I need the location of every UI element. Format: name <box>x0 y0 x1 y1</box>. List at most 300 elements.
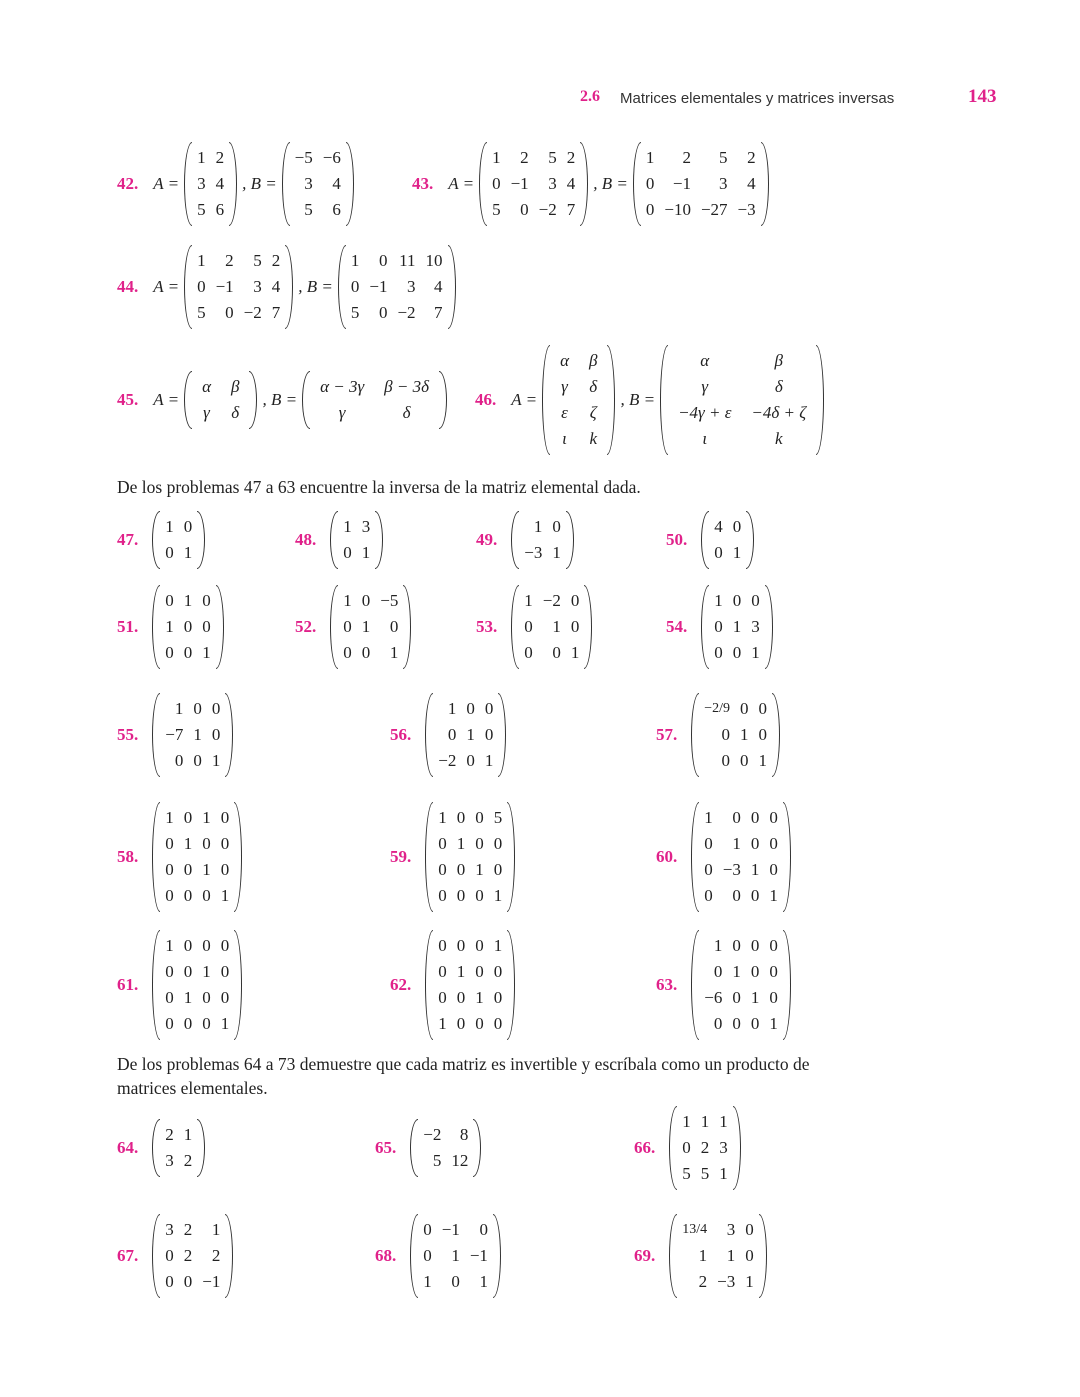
matrix-row <box>310 374 439 400</box>
problem <box>117 245 458 329</box>
matrix-row <box>433 748 498 774</box>
matrix <box>660 345 824 455</box>
matrix-entry: −6 <box>704 988 723 1007</box>
matrix-entry: 0 <box>183 808 193 827</box>
problem-number: 47. <box>117 530 139 549</box>
matrix-entry: −1 <box>369 277 388 296</box>
matrix-entry: −1 <box>672 174 691 193</box>
matrix-entry: γ <box>203 403 210 422</box>
matrix-entry: 0 <box>750 808 760 827</box>
problem <box>117 1214 235 1298</box>
matrix-label: , B = <box>298 277 333 296</box>
matrix-entry: 0 <box>378 303 388 322</box>
instructions-47-63: De los problemas 47 a 63 encuentre la inversa de la matriz elemental dada. <box>117 477 641 497</box>
matrix-row <box>677 1217 758 1243</box>
matrix-row <box>487 145 580 171</box>
matrix-entry: 1 <box>423 1272 432 1291</box>
matrix-row <box>677 1269 758 1295</box>
matrix-grid <box>709 588 765 666</box>
matrix <box>425 802 515 912</box>
matrix-entry: 1 <box>492 148 501 167</box>
matrix-grid <box>160 696 225 774</box>
matrix-entry: 1 <box>447 699 457 718</box>
matrix <box>633 142 769 226</box>
matrix-entry: 0 <box>475 886 484 905</box>
matrix-entry: 1 <box>202 643 211 662</box>
matrix-row <box>519 588 584 614</box>
matrix-row <box>433 857 507 883</box>
matrix-row <box>677 1243 758 1269</box>
matrix-grid <box>418 1217 493 1295</box>
matrix <box>282 142 354 226</box>
matrix-entry: 0 <box>183 517 193 536</box>
matrix-entry: 0 <box>758 725 768 744</box>
matrix-entry: 0 <box>732 517 742 536</box>
matrix-entry: 0 <box>492 174 501 193</box>
matrix-entry: 2 <box>698 1272 708 1291</box>
problem <box>656 802 793 912</box>
matrix-entry: 0 <box>740 751 749 770</box>
matrix <box>410 1119 481 1177</box>
matrix-row <box>699 748 772 774</box>
matrix <box>511 511 574 569</box>
matrix-entry: 3 <box>548 174 557 193</box>
matrix-grid <box>433 696 498 774</box>
matrix-entry: 1 <box>456 962 466 981</box>
problem-number: 46. <box>475 390 497 409</box>
matrix-entry: 0 <box>769 962 778 981</box>
matrix-entry: 0 <box>423 1220 432 1239</box>
matrix <box>691 930 791 1040</box>
matrix <box>184 142 237 226</box>
matrix-entry: 1 <box>220 1014 230 1033</box>
matrix-entry: 0 <box>438 988 447 1007</box>
problem <box>117 511 207 569</box>
matrix-grid <box>677 1217 758 1295</box>
matrix-entry: 0 <box>552 517 561 536</box>
problem-number: 59. <box>390 847 412 866</box>
matrix-entry: 0 <box>183 617 193 636</box>
matrix <box>302 371 447 429</box>
matrix-row <box>338 540 375 566</box>
matrix <box>152 802 242 912</box>
matrix-entry: 0 <box>456 808 466 827</box>
problem-number: 58. <box>117 847 139 866</box>
matrix-entry: −6 <box>322 148 341 167</box>
page-number: 143 <box>968 86 997 107</box>
matrix-entry: 1 <box>533 517 543 536</box>
matrix-entry: 3 <box>165 1151 174 1170</box>
matrix-row <box>290 171 346 197</box>
matrix-entry: 0 <box>745 1246 754 1265</box>
matrix-entry: 1 <box>350 251 360 270</box>
matrix-row <box>160 959 234 985</box>
matrix-entry: 3 <box>304 174 313 193</box>
section-number: 2.6 <box>580 88 600 105</box>
matrix-entry: 0 <box>714 543 723 562</box>
matrix-row <box>699 1011 783 1037</box>
matrix-entry: 1 <box>438 808 447 827</box>
matrix-entry: 11 <box>399 251 416 270</box>
matrix-grid <box>699 933 783 1037</box>
matrix-entry: 1 <box>475 860 484 879</box>
matrix-entry: δ <box>774 377 783 396</box>
matrix-entry: 1 <box>726 1246 736 1265</box>
matrix-row <box>433 959 507 985</box>
matrix-entry: 1 <box>183 834 193 853</box>
matrix-entry: 0 <box>202 617 211 636</box>
matrix-entry: 1 <box>361 543 371 562</box>
matrix-grid <box>677 1109 733 1187</box>
matrix-entry: 0 <box>732 808 741 827</box>
matrix-entry: 1 <box>740 725 749 744</box>
matrix-entry: 1 <box>682 1112 691 1131</box>
problem <box>117 693 235 777</box>
matrix-entry: −7 <box>165 725 184 744</box>
matrix-grid <box>487 145 580 223</box>
matrix-entry: 10 <box>425 251 443 270</box>
matrix-row <box>699 933 783 959</box>
problem <box>390 930 517 1040</box>
matrix-row <box>160 696 225 722</box>
matrix-entry: 7 <box>271 303 281 322</box>
matrix-entry: 0 <box>750 962 760 981</box>
matrix-row <box>550 400 607 426</box>
matrix-entry: −1 <box>441 1220 460 1239</box>
matrix-entry: β − 3δ <box>384 377 430 396</box>
matrix-entry: 0 <box>456 1014 466 1033</box>
matrix-entry: 0 <box>456 886 466 905</box>
matrix-entry: α <box>202 377 211 396</box>
matrix-entry: 0 <box>220 860 230 879</box>
matrix-entry: 1 <box>165 808 174 827</box>
matrix-entry: 3 <box>253 277 262 296</box>
matrix-entry: 0 <box>493 962 503 981</box>
matrix-label: A = <box>153 174 180 193</box>
matrix-entry: δ <box>589 377 598 396</box>
matrix-grid <box>290 145 346 223</box>
matrix-entry: 0 <box>552 643 561 662</box>
matrix-row <box>433 696 498 722</box>
problem-number: 50. <box>666 530 688 549</box>
matrix-entry: 0 <box>475 808 484 827</box>
matrix-row <box>160 831 234 857</box>
matrix-entry: 1 <box>745 1272 754 1291</box>
matrix-entry: −5 <box>294 148 313 167</box>
matrix-grid <box>160 805 234 909</box>
matrix-entry: 1 <box>211 751 221 770</box>
matrix-row <box>709 640 765 666</box>
matrix-grid <box>346 248 448 326</box>
matrix-row <box>192 171 229 197</box>
matrix-entry: 3 <box>751 617 760 636</box>
matrix-entry: 4 <box>215 174 225 193</box>
matrix <box>691 693 780 777</box>
matrix-entry: 1 <box>202 808 211 827</box>
matrix-row <box>709 588 765 614</box>
matrix-entry: 3 <box>197 174 206 193</box>
matrix-entry: 1 <box>165 617 174 636</box>
matrix-row <box>160 1243 225 1269</box>
matrix-entry: 0 <box>225 303 234 322</box>
matrix-row <box>192 274 285 300</box>
matrix-entry: ι <box>702 429 708 448</box>
problem-number: 49. <box>476 530 498 549</box>
matrix-entry: 0 <box>456 988 466 1007</box>
matrix-entry: ζ <box>589 403 597 422</box>
matrix-row <box>433 1011 507 1037</box>
matrix-entry: −3 <box>722 860 741 879</box>
matrix-grid <box>433 933 507 1037</box>
matrix-entry: 2 <box>520 148 529 167</box>
matrix-entry: 5 <box>350 303 360 322</box>
matrix-row <box>433 805 507 831</box>
matrix-label: , B = <box>593 174 628 193</box>
matrix-entry: 5 <box>548 148 557 167</box>
matrix-grid <box>550 348 607 452</box>
matrix-entry: 5 <box>719 148 728 167</box>
problem <box>476 585 594 669</box>
matrix-entry: 0 <box>721 725 731 744</box>
matrix-row <box>641 171 761 197</box>
matrix-entry: 0 <box>456 936 466 955</box>
problem-number: 52. <box>295 617 317 636</box>
matrix-entry: 0 <box>750 834 760 853</box>
problem-number: 62. <box>390 975 412 994</box>
matrix-entry: 0 <box>704 886 713 905</box>
matrix-entry: 0 <box>350 277 360 296</box>
problem-number: 48. <box>295 530 317 549</box>
matrix-entry: γ <box>561 377 568 396</box>
matrix-grid <box>709 514 746 566</box>
matrix-grid <box>310 374 439 426</box>
matrix-entry: α <box>560 351 569 370</box>
matrix-label: , B = <box>262 390 298 409</box>
matrix-entry: γ <box>338 403 346 422</box>
matrix-grid <box>418 1122 473 1174</box>
matrix-row <box>290 145 346 171</box>
matrix-row <box>699 831 783 857</box>
matrix-entry: −2 <box>542 591 561 610</box>
matrix-row <box>338 614 403 640</box>
matrix-entry: 0 <box>438 886 447 905</box>
problem <box>375 1214 503 1298</box>
matrix-entry: 1 <box>174 699 184 718</box>
matrix-row <box>668 426 816 452</box>
matrix-entry: 1 <box>183 543 193 562</box>
matrix-entry: 1 <box>165 936 174 955</box>
problem <box>656 930 793 1040</box>
matrix-entry: 3 <box>361 517 371 536</box>
matrix-entry: 2 <box>682 148 691 167</box>
matrix-entry: 1 <box>451 1246 460 1265</box>
problem-number: 54. <box>666 617 688 636</box>
problem-number: 61. <box>117 975 139 994</box>
problem-number: 60. <box>656 847 678 866</box>
problem-number: 63. <box>656 975 678 994</box>
matrix-grid <box>699 805 783 909</box>
matrix-row <box>699 959 783 985</box>
matrix-entry: 0 <box>479 1220 488 1239</box>
matrix-row <box>519 540 566 566</box>
matrix-grid <box>338 588 403 666</box>
problem <box>412 142 771 226</box>
matrix-row <box>699 857 783 883</box>
matrix-entry: 1 <box>552 617 561 636</box>
matrix-entry: 0 <box>202 591 211 610</box>
matrix-row <box>709 540 746 566</box>
problem <box>295 511 385 569</box>
matrix-entry: −2 <box>538 200 557 219</box>
matrix-row <box>192 145 229 171</box>
matrix-row <box>192 400 249 426</box>
matrix-entry: 7 <box>434 303 443 322</box>
matrix-row <box>160 722 225 748</box>
matrix-entry: 0 <box>714 617 723 636</box>
matrix-entry: 0 <box>456 860 466 879</box>
matrix-entry: 0 <box>758 699 768 718</box>
matrix-entry: 5 <box>197 303 206 322</box>
matrix-entry: 0 <box>202 936 211 955</box>
matrix-entry: 5 <box>682 1164 691 1183</box>
matrix-entry: 0 <box>165 860 174 879</box>
matrix-entry: 1 <box>343 591 352 610</box>
matrix-entry: 0 <box>750 1014 760 1033</box>
matrix-row <box>550 348 607 374</box>
matrix <box>152 1119 205 1177</box>
matrix-grid <box>160 514 197 566</box>
matrix-entry: 3 <box>165 1220 174 1239</box>
problem <box>666 511 756 569</box>
matrix-entry: 1 <box>193 725 202 744</box>
matrix-entry: 2 <box>165 1125 174 1144</box>
matrix-row <box>192 248 285 274</box>
matrix-entry: 4 <box>747 174 756 193</box>
problem <box>375 1119 483 1177</box>
problem <box>634 1106 743 1190</box>
matrix-entry: 1 <box>197 251 206 270</box>
problem-number: 67. <box>117 1246 139 1265</box>
matrix <box>691 802 791 912</box>
matrix-entry: 0 <box>165 643 174 662</box>
matrix-entry: 0 <box>751 591 760 610</box>
problem <box>475 345 826 455</box>
matrix-row <box>668 400 816 426</box>
matrix-entry: 0 <box>721 751 731 770</box>
matrix-entry: −27 <box>700 200 728 219</box>
matrix-row <box>338 588 403 614</box>
matrix-row <box>699 805 783 831</box>
matrix-grid <box>433 805 507 909</box>
matrix-grid <box>160 933 234 1037</box>
matrix-entry: −1 <box>510 174 529 193</box>
matrix-entry: β <box>774 351 784 370</box>
matrix-entry: 0 <box>193 699 202 718</box>
matrix-entry: 1 <box>750 860 760 879</box>
matrix-entry: 0 <box>769 834 778 853</box>
matrix-grid <box>192 374 249 426</box>
matrix-row <box>160 514 197 540</box>
matrix-grid <box>192 248 285 326</box>
matrix-entry: 0 <box>750 886 760 905</box>
matrix-entry: 0 <box>769 860 778 879</box>
matrix-entry: γ <box>701 377 709 396</box>
matrix-row <box>641 145 761 171</box>
matrix-row <box>487 197 580 223</box>
matrix-label: A = <box>448 174 475 193</box>
matrix-entry: −2 <box>423 1125 442 1144</box>
matrix-row <box>418 1217 493 1243</box>
problem <box>117 802 244 912</box>
matrix-entry: 1 <box>719 1112 728 1131</box>
matrix <box>479 142 588 226</box>
matrix-entry: 0 <box>343 543 352 562</box>
matrix-entry: 0 <box>183 936 193 955</box>
matrix-row <box>677 1161 733 1187</box>
matrix-entry: ι <box>562 429 567 448</box>
matrix <box>701 585 773 669</box>
matrix-entry: 0 <box>211 725 221 744</box>
matrix-entry: 0 <box>202 834 211 853</box>
problem <box>117 142 356 226</box>
matrix-entry: 0 <box>570 591 580 610</box>
matrix-entry: 0 <box>183 962 193 981</box>
matrix-entry: 0 <box>732 988 741 1007</box>
problem <box>390 802 517 912</box>
matrix-row <box>160 640 216 666</box>
matrix-entry: 3 <box>726 1220 736 1239</box>
matrix-entry: 2 <box>183 1151 193 1170</box>
matrix-entry: 0 <box>438 834 447 853</box>
matrix-entry: 8 <box>459 1125 469 1144</box>
problem-number: 44. <box>117 277 139 296</box>
matrix-entry: 0 <box>211 699 221 718</box>
matrix-row <box>418 1243 493 1269</box>
matrix-entry: 1 <box>714 591 723 610</box>
matrix-entry: 0 <box>520 200 529 219</box>
matrix-entry: 0 <box>361 643 371 662</box>
matrix-entry: 1 <box>197 148 206 167</box>
matrix <box>669 1214 766 1298</box>
matrix-entry: 1 <box>183 988 193 1007</box>
matrix-entry: 0 <box>165 886 174 905</box>
matrix-entry: 1 <box>700 1112 710 1131</box>
matrix-entry: 0 <box>713 1014 723 1033</box>
matrix-entry: −3 <box>737 200 756 219</box>
matrix-entry: 0 <box>475 962 484 981</box>
matrix-entry: 0 <box>732 591 742 610</box>
matrix-entry: 0 <box>493 1014 503 1033</box>
matrix-entry: 0 <box>475 936 484 955</box>
matrix-row <box>709 614 765 640</box>
problem-number: 57. <box>656 725 678 744</box>
problem-number: 68. <box>375 1246 397 1265</box>
matrix-row <box>433 831 507 857</box>
matrix-entry: 0 <box>732 936 741 955</box>
matrix-entry-fraction: −2/9 <box>704 701 731 716</box>
matrix-entry: 0 <box>202 886 211 905</box>
matrix-row <box>699 696 772 722</box>
matrix-row <box>550 426 607 452</box>
matrix-entry: 0 <box>343 643 352 662</box>
matrix-row <box>433 883 507 909</box>
matrix-entry: 2 <box>215 148 225 167</box>
matrix-entry: 2 <box>183 1246 193 1265</box>
matrix-entry: k <box>589 429 597 448</box>
matrix-entry: 0 <box>165 1272 174 1291</box>
matrix-entry: 1 <box>466 725 475 744</box>
matrix <box>152 511 205 569</box>
